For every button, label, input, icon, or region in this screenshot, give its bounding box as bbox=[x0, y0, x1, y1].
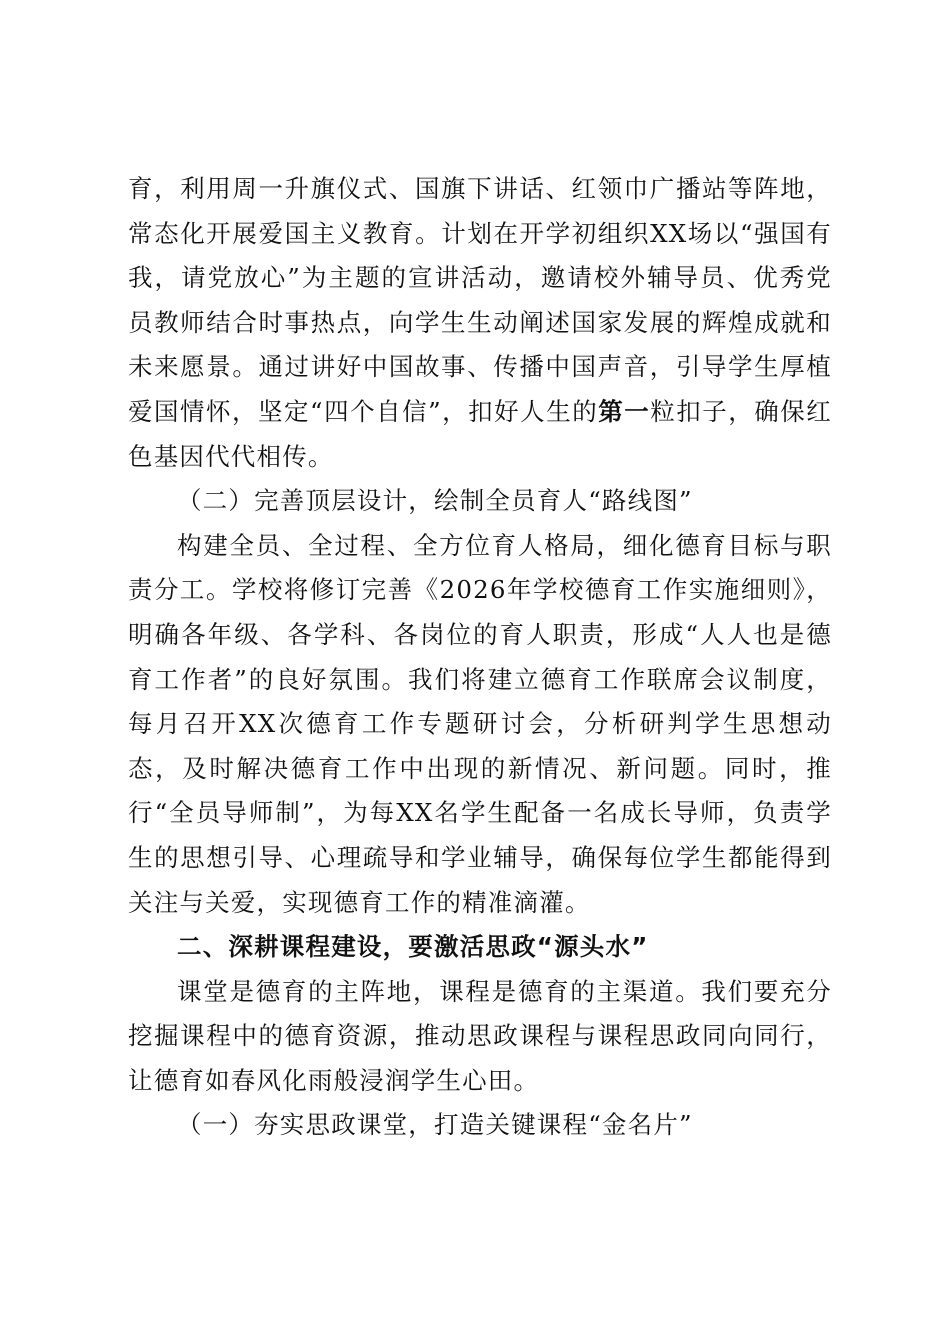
subheading-ideological-class: （一）夯实思政课堂，打造关键课程“金名片” bbox=[177, 1110, 693, 1140]
paragraph-text: 育，利用周一升旗仪式、国旗下讲话、红领巾广播站等阵地，常态化开展爱国主义教育。计划在开学初组织XX场以“强国有我，请党放心”为主题的宣讲活动，邀请校外辅导员、优秀党员教师结合时事热点，向学生生动阐述国家发展的辉煌成就和未来愿景。通过讲好中国故事、传播中国声音，引导学生厚植爱国情怀，坚定“四个自信”，扣好人生的 bbox=[128, 174, 832, 426]
subheading-top-level-design: （二）完善顶层设计，绘制全员育人“路线图” bbox=[177, 486, 693, 516]
paragraph-text: 粒扣子，确保红色基因代代相传。 bbox=[128, 396, 833, 471]
paragraph-all-staff-education: 构建全员、全过程、全方位育人格局，细化德育目标与职责分工。学校将修订完善《2026年学校德育工作实施细则》，明确各年级、各学科、各岗位的育人职责，形成“人人也是德育工作者”的良好氛围。我们将建立德育工作联席会议制度，每月召开XX次德育工作专题研讨会，分析研判学生思想动态，及时解决德育工作中出现的新情况、新问题。同时，推行“全员导师制”，为每XX名学生配备一名成长导师，负责学生的思想引导、心理疏导和学业辅导，确保每位学生都能得到关注与关爱，实现德育工作的精准滴灌。 bbox=[128, 530, 832, 917]
paragraph-classroom: 课堂是德育的主阵地，课程是德育的主渠道。我们要充分挖掘课程中的德育资源，推动思政课程与课程思政同向同行，让德育如春风化雨般浸润学生心田。 bbox=[128, 976, 832, 1095]
paragraph-patriotic-education bbox=[128, 167, 832, 479]
bold-text: 第一 bbox=[598, 396, 651, 426]
section-heading-curriculum: 二、深耕课程建设，要激活思政“源头水” bbox=[177, 932, 649, 962]
document-body bbox=[128, 167, 832, 1148]
